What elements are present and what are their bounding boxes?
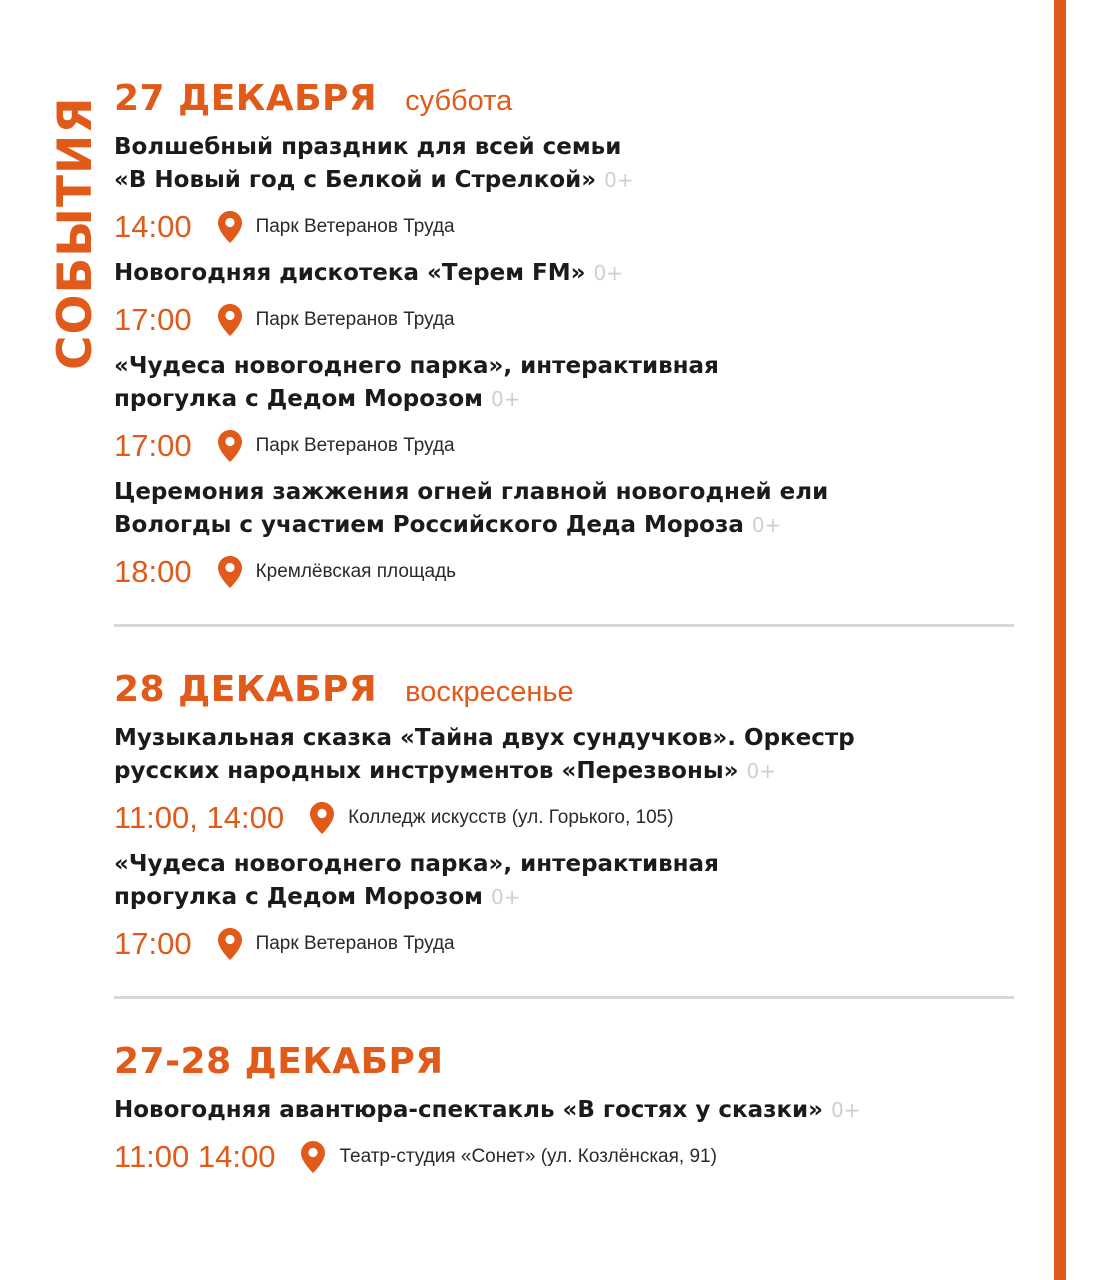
event-place: Парк Ветеранов Труда <box>255 435 455 456</box>
event-time: 17:00 <box>114 428 192 463</box>
event-title-text: «Чудеса новогоднего парка», интерактивная <box>114 353 719 379</box>
event-item <box>114 848 1014 966</box>
age-rating: 0+ <box>831 1098 861 1122</box>
event-meta <box>114 205 1014 249</box>
event-item <box>114 257 1014 342</box>
section-divider <box>114 996 1014 999</box>
event-title-line <box>114 131 1014 164</box>
day-header <box>114 669 1014 710</box>
event-title-text: Новогодняя дискотека «Терем FM» <box>114 260 586 286</box>
event-time: 17:00 <box>114 926 192 961</box>
section-divider <box>114 624 1014 627</box>
age-rating: 0+ <box>604 168 634 192</box>
event-title-line <box>114 722 1014 755</box>
event-meta <box>114 424 1014 468</box>
event-title <box>114 131 1014 197</box>
event-title <box>114 848 1014 914</box>
event-title-text: русских народных инструментов «Перезвоны» <box>114 758 739 784</box>
event-place: Парк Ветеранов Труда <box>255 216 455 237</box>
event-time: 14:00 <box>114 209 192 244</box>
event-title-text: Церемония зажжения огней главной новогодней ели <box>114 479 829 505</box>
day-date: 27-28 ДЕКАБРЯ <box>114 1041 444 1082</box>
event-title-text: Волшебный праздник для всей семьи <box>114 134 622 160</box>
day-date: 28 ДЕКАБРЯ <box>114 669 378 710</box>
day-weekday: суббота <box>405 85 513 117</box>
event-title <box>114 257 1014 290</box>
event-title <box>114 1094 1014 1127</box>
event-title <box>114 722 1014 788</box>
event-title-line <box>114 257 1014 290</box>
event-time: 11:00, 14:00 <box>114 800 285 835</box>
event-time: 18:00 <box>114 554 192 589</box>
event-item <box>114 476 1014 594</box>
event-title-text: прогулка с Дедом Морозом <box>114 386 483 412</box>
event-title-line <box>114 848 1014 881</box>
accent-bar <box>1054 0 1066 1280</box>
event-title-text: Музыкальная сказка «Тайна двух сундучков». Оркестр <box>114 725 855 751</box>
day-section <box>114 78 1014 594</box>
event-title-text: Новогодняя авантюра-спектакль «В гостях у сказки» <box>114 1097 824 1123</box>
event-title-text: «В Новый год с Белкой и Стрелкой» <box>114 167 597 193</box>
event-title-line <box>114 164 1014 197</box>
event-title-line <box>114 755 1014 788</box>
day-section <box>114 1041 1014 1179</box>
event-place: Парк Ветеранов Труда <box>255 309 455 330</box>
map-pin-icon <box>301 1141 325 1173</box>
age-rating: 0+ <box>746 759 777 783</box>
event-time: 11:00 14:00 <box>114 1139 276 1174</box>
event-item <box>114 722 1014 840</box>
event-title-text: «Чудеса новогоднего парка», интерактивная <box>114 851 719 877</box>
day-weekday: воскресенье <box>405 676 574 708</box>
event-title-line <box>114 350 1014 383</box>
event-title-line <box>114 383 1014 416</box>
event-title-text: прогулка с Дедом Морозом <box>114 884 483 910</box>
age-rating: 0+ <box>751 513 782 537</box>
event-item <box>114 131 1014 249</box>
event-place: Театр-студия «Сонет» (ул. Козлёнская, 91) <box>339 1146 717 1167</box>
event-title-line <box>114 1094 1014 1127</box>
events-schedule <box>114 78 1014 1187</box>
event-title-text: Вологды с участием Российского Деда Мороза <box>114 512 744 538</box>
map-pin-icon <box>218 304 242 336</box>
event-title <box>114 476 1014 542</box>
map-pin-icon <box>218 928 242 960</box>
event-place: Колледж искусств (ул. Горького, 105) <box>348 807 674 828</box>
event-meta <box>114 550 1014 594</box>
day-section <box>114 669 1014 966</box>
event-meta <box>114 922 1014 966</box>
event-title-line <box>114 476 1014 509</box>
event-item <box>114 1094 1014 1179</box>
event-place: Кремлёвская площадь <box>255 561 457 582</box>
day-header <box>114 1041 1014 1082</box>
map-pin-icon <box>218 556 242 588</box>
event-meta <box>114 1135 1014 1179</box>
map-pin-icon <box>218 211 242 243</box>
day-header <box>114 78 1014 119</box>
event-place: Парк Ветеранов Труда <box>255 933 455 954</box>
day-date: 27 ДЕКАБРЯ <box>114 78 378 119</box>
map-pin-icon <box>218 430 242 462</box>
event-title-line <box>114 881 1014 914</box>
event-meta <box>114 796 1014 840</box>
event-title-line <box>114 509 1014 542</box>
map-pin-icon <box>310 802 334 834</box>
side-title: СОБЫТИЯ <box>48 96 103 370</box>
age-rating: 0+ <box>490 387 521 411</box>
event-meta <box>114 298 1014 342</box>
age-rating: 0+ <box>490 885 521 909</box>
event-time: 17:00 <box>114 302 192 337</box>
event-item <box>114 350 1014 468</box>
event-title <box>114 350 1014 416</box>
age-rating: 0+ <box>593 261 623 285</box>
